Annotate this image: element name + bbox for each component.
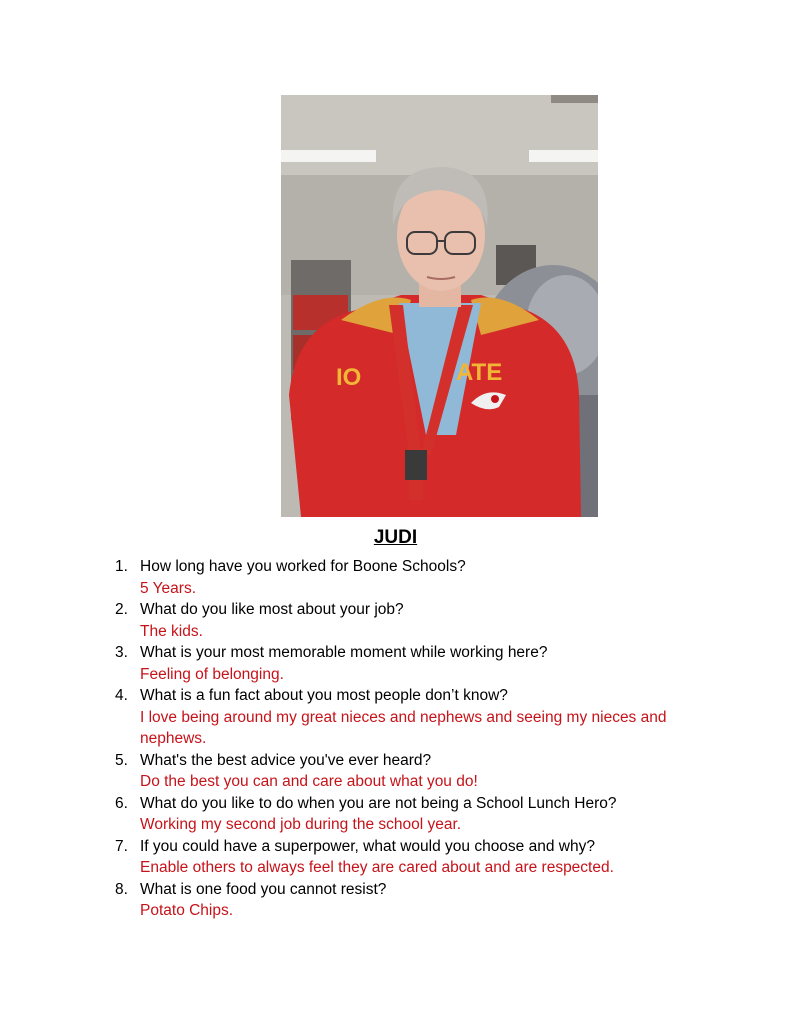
page-title: JUDI	[373, 527, 418, 548]
item-number: 6.	[115, 794, 128, 812]
question-text: If you could have a superpower, what would you choose and why?	[140, 837, 595, 855]
qa-list	[115, 556, 715, 922]
qa-item	[115, 685, 715, 750]
question-text: What do you like to do when you are not being a School Lunch Hero?	[140, 794, 617, 812]
answer-text: I love being around my great nieces and nephews and seeing my nieces and nephews.	[140, 708, 667, 747]
qa-item	[115, 556, 715, 599]
item-number: 2.	[115, 601, 128, 618]
answer-text: Working my second job during the school year.	[140, 816, 462, 833]
answer-text: Do the best you can and care about what you do!	[140, 773, 478, 790]
qa-item	[115, 836, 715, 879]
item-number: 7.	[115, 837, 128, 855]
question-text: What's the best advice you've ever heard?	[140, 751, 432, 769]
question-text: What is your most memorable moment while working here?	[140, 644, 548, 661]
question-text: What is a fun fact about you most people don’t know?	[140, 687, 508, 704]
answer-text: 5 Years.	[140, 579, 197, 597]
qa-item	[115, 879, 715, 922]
answer-text: Feeling of belonging.	[140, 665, 284, 683]
answer-text: The kids.	[140, 622, 203, 640]
item-number: 8.	[115, 880, 128, 898]
item-number: 5.	[115, 751, 128, 769]
answer-text: Enable others to always feel they are cared about and are respected.	[140, 859, 614, 876]
item-number: 4.	[115, 687, 128, 704]
qa-item	[115, 793, 715, 836]
jacket-text-left: IO	[336, 364, 362, 391]
jacket-text-right: ATE	[456, 359, 503, 386]
qa-item	[115, 750, 715, 793]
item-number: 3.	[115, 644, 128, 661]
answer-text: Potato Chips.	[140, 902, 234, 919]
question-text: How long have you worked for Boone Schools?	[140, 558, 466, 575]
question-text: What do you like most about your job?	[140, 601, 404, 618]
qa-item	[115, 599, 715, 642]
item-number: 1.	[115, 558, 128, 575]
portrait-photo	[281, 95, 598, 517]
question-text: What is one food you cannot resist?	[140, 880, 387, 898]
qa-item	[115, 642, 715, 685]
